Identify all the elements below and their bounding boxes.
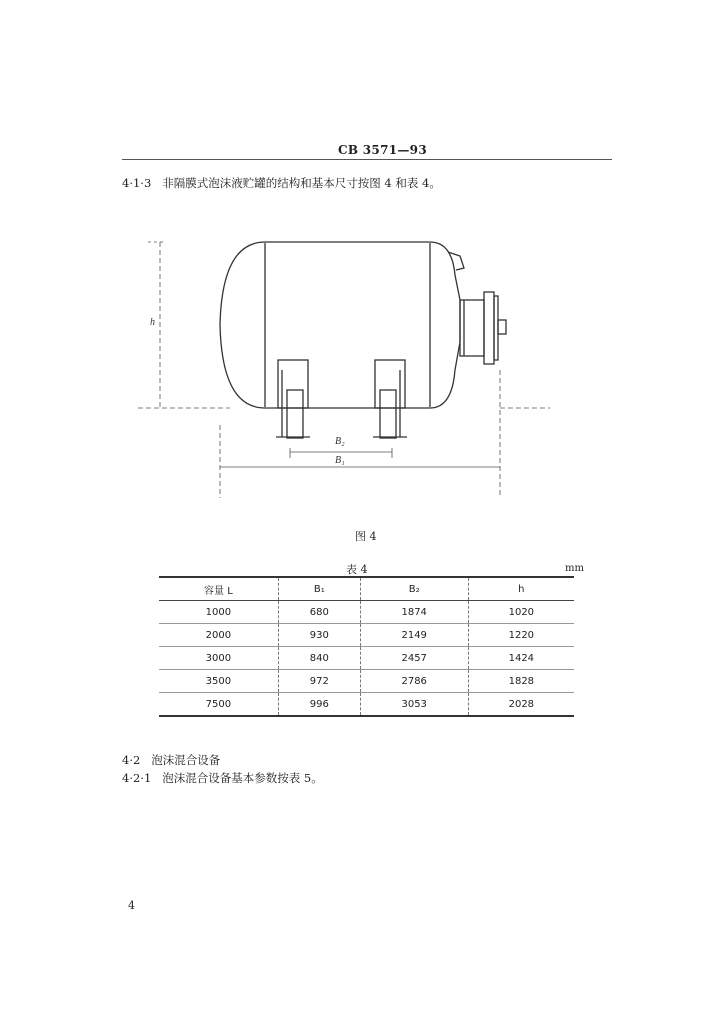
header-b1: B₁ (278, 577, 360, 601)
figure-caption: 图 4 (355, 530, 377, 543)
table-row (159, 670, 574, 693)
table-row (159, 601, 574, 624)
table-cell: 1828 (468, 670, 574, 693)
table-cell: 1020 (468, 601, 574, 624)
table-cell: 7500 (205, 698, 232, 710)
table-cell: 2786 (360, 670, 468, 693)
table-cell: 1000 (205, 606, 232, 618)
table-row (159, 624, 574, 647)
table-cell: 680 (278, 601, 360, 624)
table-cell: 3500 (205, 675, 232, 687)
dimension-table (159, 576, 574, 717)
header-h: h (468, 577, 574, 601)
header-rule (122, 159, 612, 160)
flange-outer (484, 292, 494, 364)
section-number: 4·1·3 (122, 176, 152, 190)
table-cell: 930 (278, 624, 360, 647)
table-header-row (159, 577, 574, 601)
section-4-2-1 (122, 770, 323, 786)
table-cell: 840 (278, 647, 360, 670)
table-cell: 1874 (360, 601, 468, 624)
table-cell: 2457 (360, 647, 468, 670)
section-4-2 (122, 752, 220, 768)
table-caption: 表 4 (346, 563, 368, 576)
section-number: 4·2 (122, 753, 141, 767)
section-text: 非隔膜式泡沫液贮罐的结构和基本尺寸按图 4 和表 4。 (162, 176, 441, 190)
table-cell: 2000 (205, 629, 232, 641)
table-cell: 3053 (360, 693, 468, 717)
table-cell: 1220 (468, 624, 574, 647)
tank-body (220, 242, 460, 408)
document-code: CB 3571—93 (338, 143, 427, 157)
header-capacity: 容量 L (204, 585, 233, 597)
table-row (159, 693, 574, 717)
section-number: 4·2·1 (122, 771, 152, 785)
label-b2: B₂ (335, 436, 345, 447)
table-cell: 2028 (468, 693, 574, 717)
label-b1: B₁ (335, 455, 345, 466)
label-h: h (150, 317, 155, 328)
flange-bolt (498, 320, 506, 334)
section-4-1-3 (122, 175, 441, 191)
table-unit: mm (565, 563, 584, 574)
tank-drawing (130, 230, 570, 510)
table-cell: 3000 (205, 652, 232, 664)
table-cell: 2149 (360, 624, 468, 647)
table-cell: 972 (278, 670, 360, 693)
table-row (159, 647, 574, 670)
table-cell: 996 (278, 693, 360, 717)
table-cell: 1424 (468, 647, 574, 670)
page-number: 4 (128, 899, 135, 912)
section-title: 泡沫混合设备 (151, 753, 221, 767)
section-text: 泡沫混合设备基本参数按表 5。 (162, 771, 323, 785)
header-b2: B₂ (360, 577, 468, 601)
